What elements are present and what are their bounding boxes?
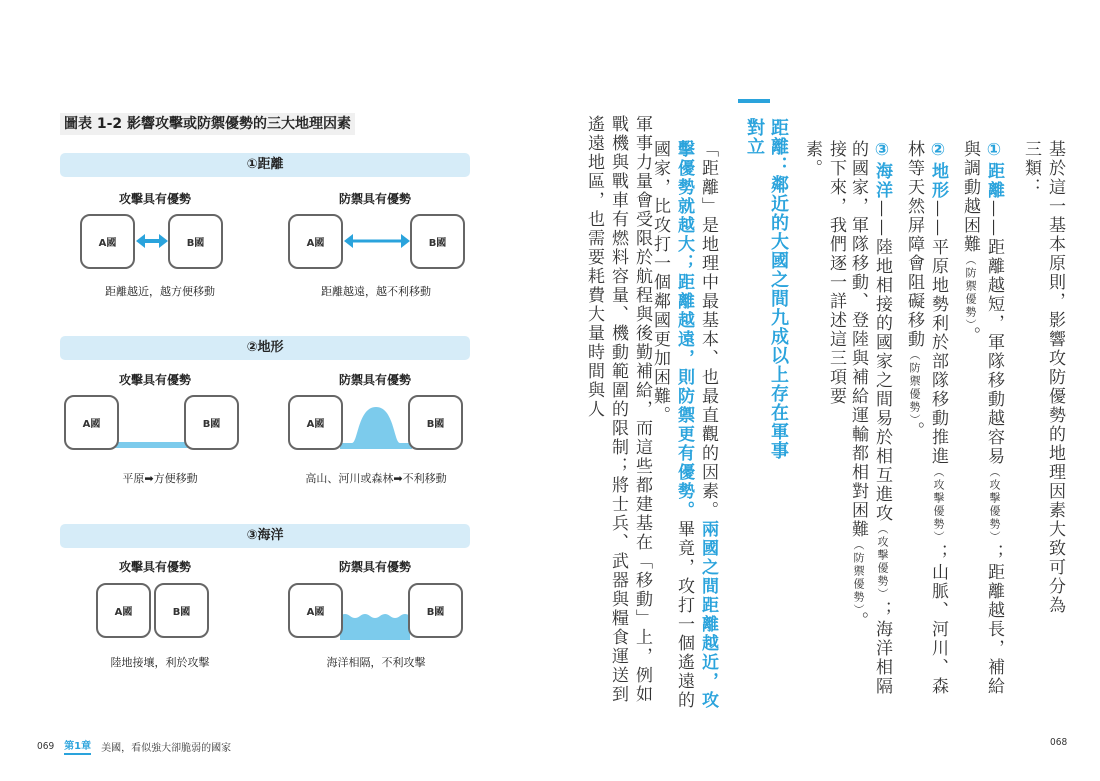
attack-heading: 攻擊具有優勢 (118, 192, 191, 206)
country-b-box: B國 (168, 214, 223, 269)
attack-caption: 平原➡方便移動 (122, 472, 198, 485)
page-number: 068 (1050, 737, 1068, 748)
defense-caption: 海洋相隔，不利攻擊 (326, 656, 426, 669)
item-distance: ①距離——距離越短，軍隊移動越容易（攻擊優勢）；距離越長，補給與調動越困難（防禦優勢）。 (960, 140, 1004, 696)
body-paragraph-2: 軍事力量會受限於航程與後勤補給，而這些都建基在「移動」上，例如戰機與戰車有燃料容量、機動範圍的限制；將士兵、武器與糧食運送到遙遠地區，也需要耗費大量時間與人 (584, 115, 652, 704)
short-double-arrow-icon (136, 232, 168, 250)
section-band-ocean: ③海洋 (60, 524, 470, 548)
defense-caption: 高山、河川或森林➡不利移動 (305, 472, 447, 485)
right-footer (1050, 737, 1067, 748)
page-number: 069 (37, 740, 55, 752)
section-heading: 距離：鄰近的大國之間九成以上存在軍事對立 (744, 118, 789, 460)
country-b-box: B國 (410, 214, 465, 269)
country-b-box: B國 (184, 395, 239, 450)
country-b-box: B國 (408, 583, 463, 638)
item-ocean: ③海洋——陸地相接的國家之間易於相互進攻（攻擊優勢）；海洋相隔的國家，軍隊移動、登陸與補給運輸都相對困難（防禦優勢）。 (848, 140, 892, 696)
chapter-title: 美國，看似強大卻脆弱的國家 (101, 742, 232, 754)
left-footer (37, 737, 231, 755)
item-terrain-label: ②地形 (928, 140, 948, 200)
highlighted-sentence: 兩國之間距離越近，攻擊優勢就越大；距離越遠，則防禦更有優勢。 (674, 140, 718, 710)
chapter-label: 第1章 (64, 737, 91, 755)
item-terrain: ②地形——平原地勢利於部隊移動推進（攻擊優勢）；山脈、河川、森林等天然屏障會阻礙移動（防禦優勢）。 (904, 140, 948, 696)
section-band-terrain: ②地形 (60, 336, 470, 360)
country-a-box: A國 (80, 214, 135, 269)
country-b-box: B國 (154, 583, 209, 638)
intro-paragraph: 基於這一基本原則，影響攻防優勢的地理因素大致可分為三類： (1021, 140, 1065, 615)
attack-caption: 陸地接壤，利於攻擊 (110, 656, 210, 669)
defense-caption: 距離越遠，越不利移動 (321, 285, 431, 298)
attack-heading: 攻擊具有優勢 (118, 373, 191, 387)
body-paragraph-1: 「距離」是地理中最基本、也最直觀的因素。兩國之間距離越近，攻擊優勢就越大；距離越遠，則防禦更有優勢。畢竟，攻打一個遙遠的國家，比攻打一個鄰國更加困難。 (650, 140, 718, 710)
country-a-box: A國 (288, 583, 343, 638)
country-b-box: B國 (408, 395, 463, 450)
item-distance-label: ①距離 (984, 140, 1004, 200)
country-a-box: A國 (288, 214, 343, 269)
heading-accent-bar (738, 99, 770, 103)
attack-heading: 攻擊具有優勢 (118, 560, 191, 574)
country-a-box: A國 (96, 583, 151, 638)
defense-heading: 防禦具有優勢 (338, 560, 411, 574)
country-a-box: A國 (288, 395, 343, 450)
country-a-box: A國 (64, 395, 119, 450)
defense-heading: 防禦具有優勢 (338, 192, 411, 206)
section-band-distance: ①距離 (60, 153, 470, 177)
item-ocean-label: ③海洋 (872, 140, 892, 200)
ocean-waves-icon (340, 612, 410, 640)
long-double-arrow-icon (344, 232, 410, 250)
figure-title: 圖表 1-2 影響攻擊或防禦優勢的三大地理因素 (60, 113, 355, 135)
attack-caption: 距離越近，越方便移動 (105, 285, 215, 298)
defense-heading: 防禦具有優勢 (338, 373, 411, 387)
plain-terrain (115, 442, 195, 448)
mountain-terrain-icon (340, 407, 412, 449)
transition-sentence: 接下來，我們逐一詳述這三項要素。 (802, 140, 846, 406)
